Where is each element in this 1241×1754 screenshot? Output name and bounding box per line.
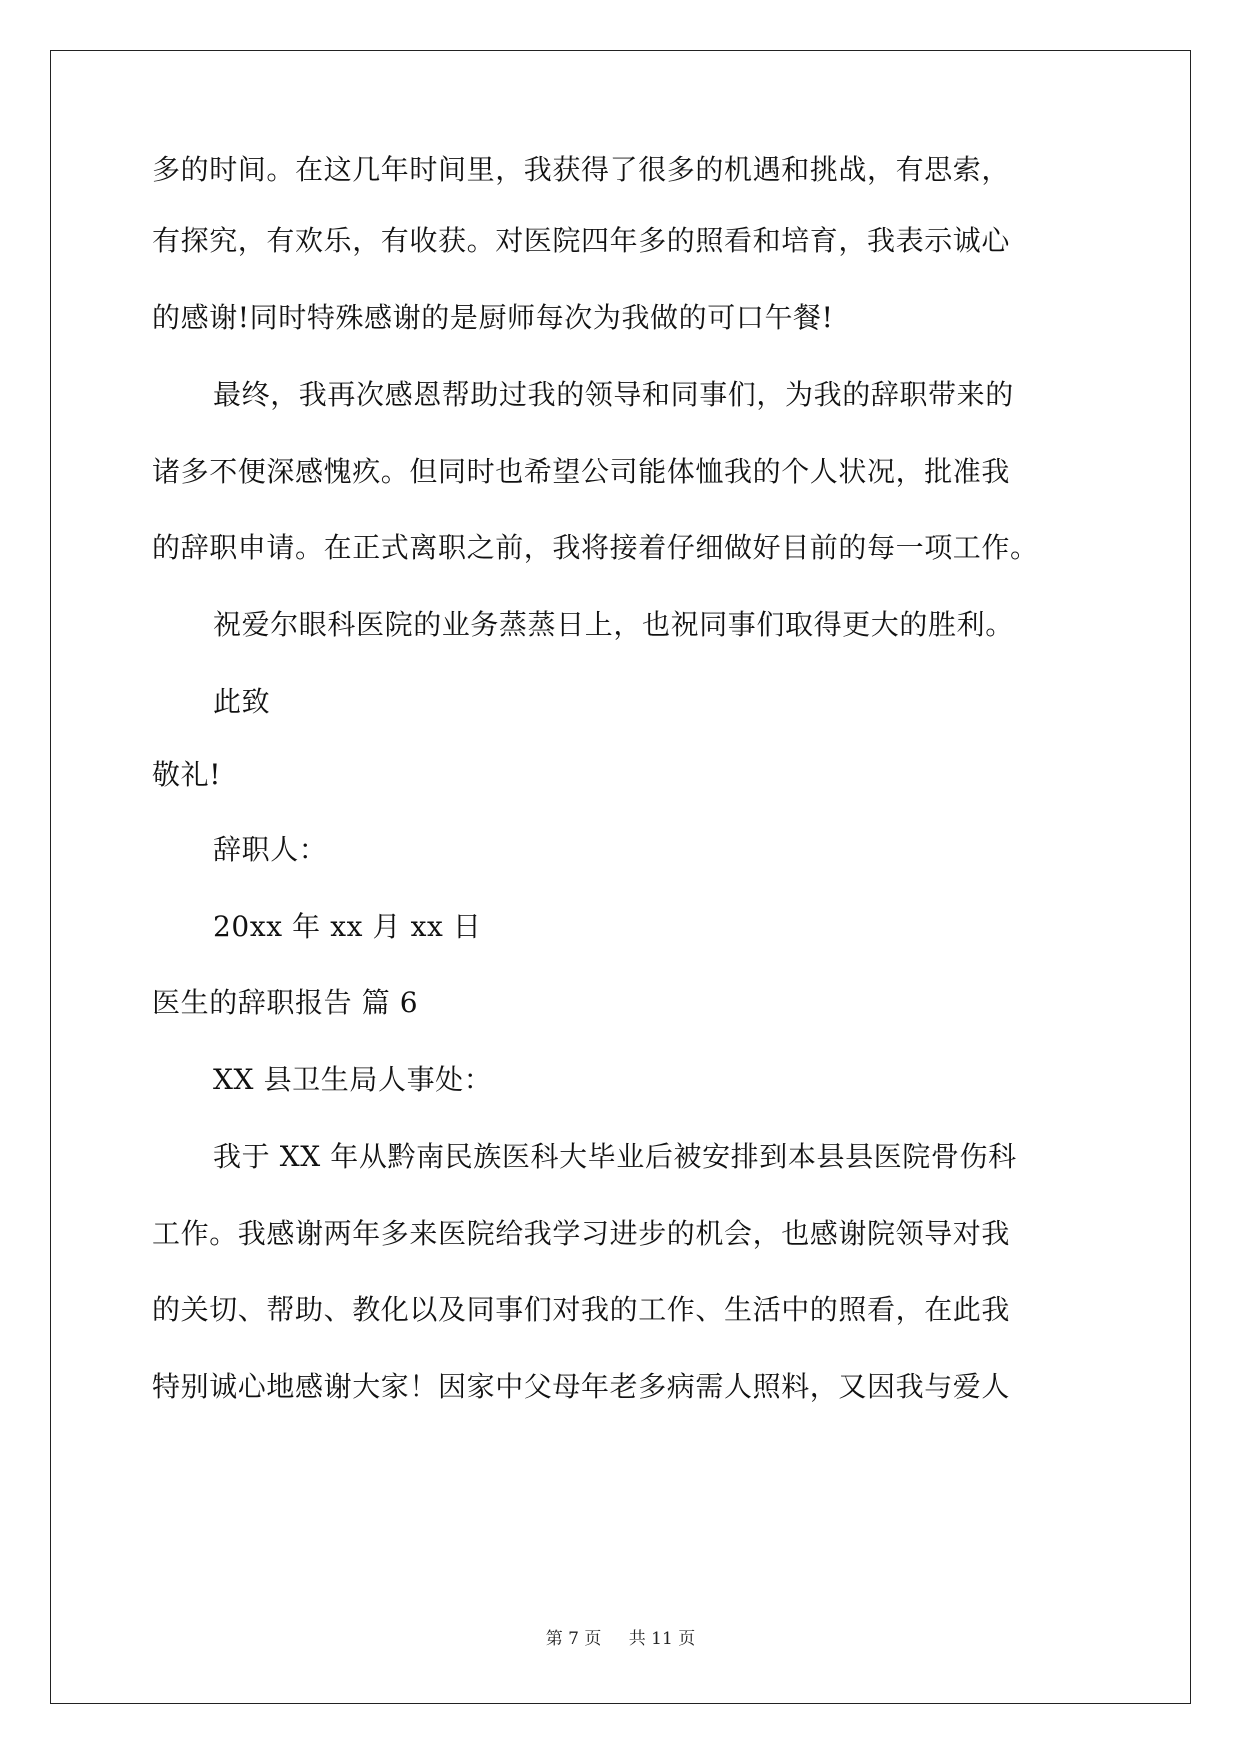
paragraph-line: 的辞职申请。在正式离职之前，我将接着仔细做好目前的每一项工作。: [152, 531, 1039, 564]
paragraph-line: 的关切、帮助、教化以及同事们对我的工作、生活中的照看，在此我: [152, 1293, 1011, 1326]
paragraph-line: 我于 XX 年从黔南民族医科大毕业后被安排到本县县医院骨伤科: [213, 1140, 1017, 1173]
paragraph-line: 祝爱尔眼科医院的业务蒸蒸日上，也祝同事们取得更大的胜利。: [213, 608, 1014, 641]
recipient-line: XX 县卫生局人事处：: [213, 1063, 493, 1096]
paragraph-line: 最终，我再次感恩帮助过我的领导和同事们，为我的辞职带来的: [213, 378, 1014, 411]
section-heading: 医生的辞职报告 篇 6: [152, 986, 419, 1019]
closing-salutation: 此致: [213, 685, 271, 718]
paragraph-line: 多的时间。在这几年时间里，我获得了很多的机遇和挑战，有思索，: [152, 153, 1011, 186]
page-footer: [0, 1628, 1241, 1650]
page-number: 第 7 页: [545, 1629, 602, 1649]
paragraph-line: 工作。我感谢两年多来医院给我学习进步的机会，也感谢院领导对我: [152, 1217, 1011, 1250]
paragraph-line: 诸多不便深感愧疚。但同时也希望公司能体恤我的个人状况，批准我: [152, 455, 1011, 488]
paragraph-line: 有探究，有欢乐，有收获。对医院四年多的照看和培育，我表示诚心: [152, 224, 1011, 257]
closing-regards: 敬礼!: [152, 758, 222, 791]
date-line: 20xx 年 xx 月 xx 日: [213, 910, 482, 943]
signature-label: 辞职人：: [213, 833, 328, 866]
paragraph-line: 特别诚心地感谢大家！因家中父母年老多病需人照料，又因我与爱人: [152, 1370, 1011, 1403]
page-total: 共 11 页: [628, 1629, 696, 1649]
paragraph-line: 的感谢!同时特殊感谢的是厨师每次为我做的可口午餐!: [152, 301, 834, 334]
